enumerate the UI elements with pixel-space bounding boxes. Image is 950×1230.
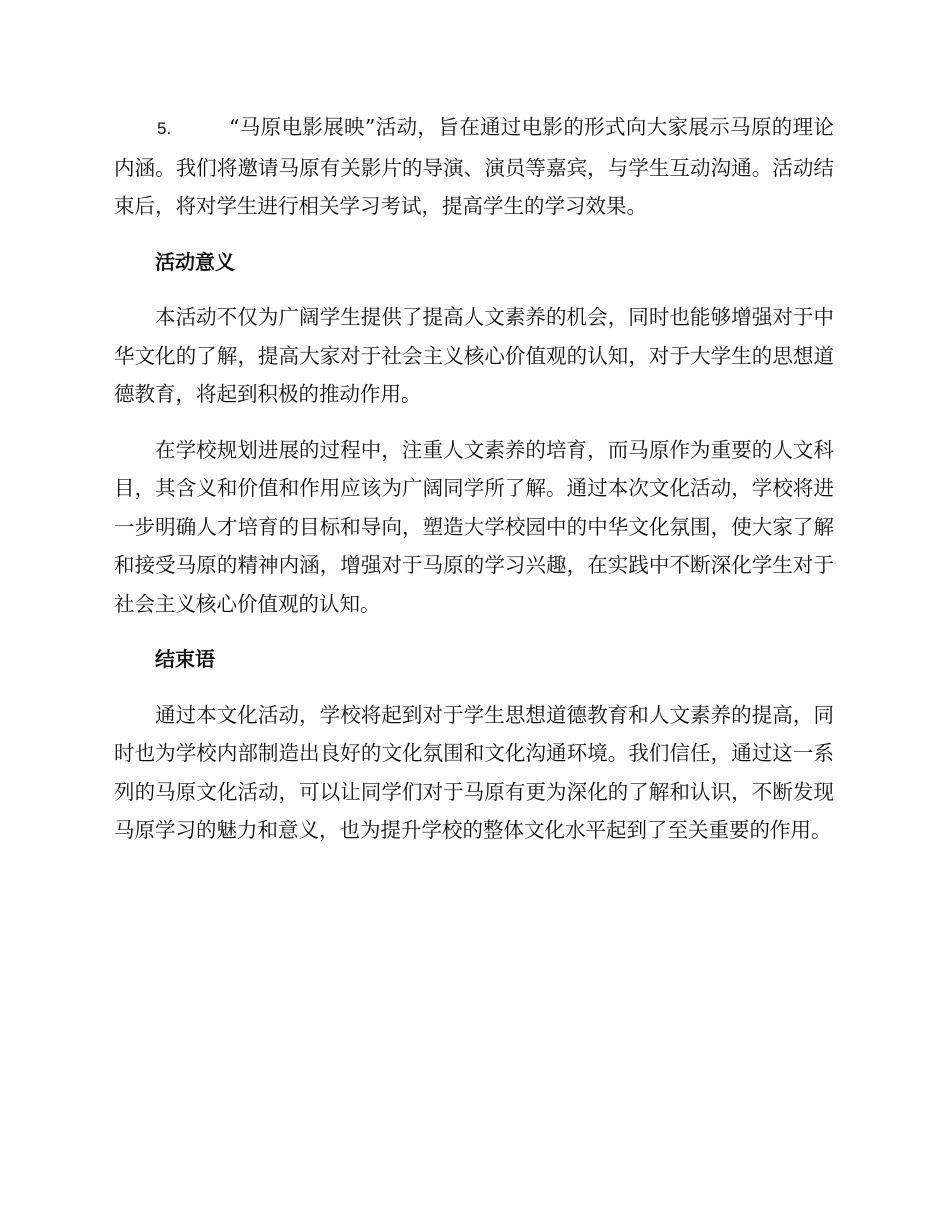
paragraph: 本活动不仅为广阔学生提供了提高人文素养的机会，同时也能够增强对于中华文化的了解，提高大家对于社会主义核心价值观的认知，对于大学生的思想道德教育，将起到积极的推动作用。 [114, 305, 834, 406]
section-heading-significance: 活动意义 [155, 249, 235, 274]
section-heading-conclusion: 结束语 [155, 647, 215, 671]
paragraph: 通过本文化活动，学校将起到对于学生思想道德教育和人文素养的提高，同时也为学校内部制造出良好的文化氛围和文化沟通环境。我们信任，通过这一系列的马原文化活动，可以让同学们对于马原有更为深化的了解和认识，不断发现马原学习的魅力和意义，也为提升学校的整体文化水平起到了至关重要的作用。 [114, 702, 834, 842]
document-body [114, 108, 834, 867]
list-number: 5. [157, 119, 172, 138]
list-item-text: “马原电影展映”活动，旨在通过电影的形式向大家展示马原的理论内涵。我们将邀请马原有关影片的导演、演员等嘉宾，与学生互动沟通。活动结束后，将对学生进行相关学习考试，提高学生的学习效果。 [114, 115, 834, 218]
paragraph: 在学校规划进展的过程中，注重人文素养的培育，而马原作为重要的人文科目，其含义和价值和作用应该为广阔同学所了解。通过本次文化活动，学校将进一步明确人才培育的目标和导向，塑造大学校园中的中华文化氛围，使大家了解和接受马原的精神内涵，增强对于马原的学习兴趣，在实践中不断深化学生对于社会主义核心价值观的认知。 [114, 437, 834, 616]
list-item-5 [114, 108, 834, 226]
